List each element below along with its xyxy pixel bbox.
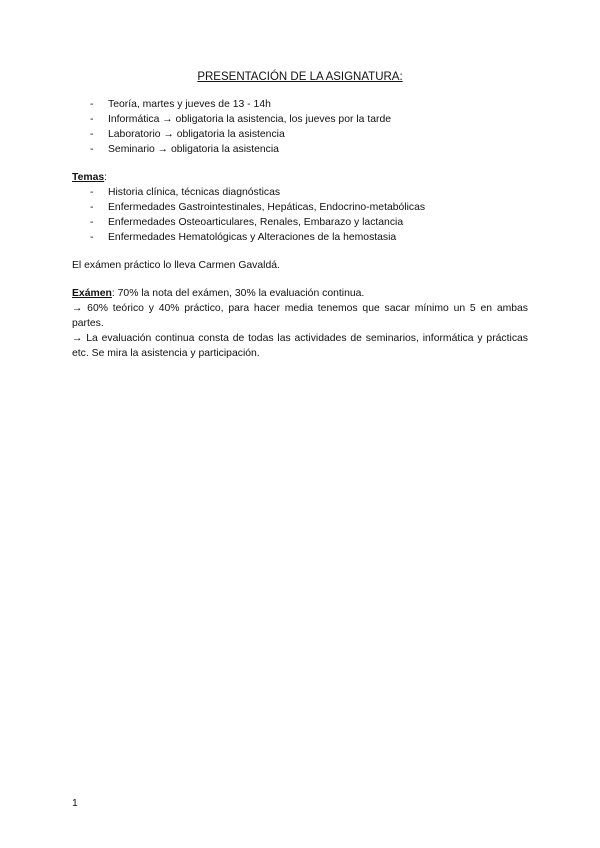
- page-number: 1: [72, 798, 78, 809]
- examen-section: [72, 286, 528, 361]
- list-item: [72, 230, 528, 245]
- dash-bullet: -: [90, 217, 94, 228]
- practical-note-section: [72, 258, 528, 273]
- list-item: [72, 97, 528, 112]
- list-item-text: Teoría, martes y jueves de 13 - 14h: [108, 99, 271, 110]
- list-item-text: Enfermedades Osteoarticulares, Renales, Embarazo y lactancia: [108, 217, 404, 228]
- dash-bullet: -: [90, 232, 94, 243]
- list-item-text: Enfermedades Hematológicas y Alteraciones de la hemostasia: [108, 232, 397, 243]
- dash-bullet: -: [90, 144, 94, 155]
- practical-note: El exámen práctico lo lleva Carmen Gavaldá.: [72, 260, 280, 271]
- dash-bullet: -: [90, 187, 94, 198]
- temas-list: [72, 185, 528, 245]
- list-item: [72, 142, 528, 157]
- list-item-text: Informática → obligatoria la asistencia, los jueves por la tarde: [108, 114, 391, 125]
- list-item-text: Seminario → obligatoria la asistencia: [108, 144, 279, 155]
- temas-colon: :: [104, 172, 108, 183]
- examen-label: Exámen: [72, 288, 112, 299]
- examen-line-3: → La evaluación continua consta de todas las actividades de seminarios, informática y prácticas etc. Se mira la asistencia y participación.: [72, 333, 528, 359]
- dash-bullet: -: [90, 129, 94, 140]
- list-item-text: Historia clínica, técnicas diagnósticas: [108, 187, 281, 198]
- document-page: [72, 70, 528, 361]
- temas-section: [72, 170, 528, 245]
- examen-line-2: → 60% teórico y 40% práctico, para hacer media tenemos que sacar mínimo un 5 en ambas partes.: [72, 303, 528, 329]
- list-item-text: Enfermedades Gastrointestinales, Hepáticas, Endocrino-metabólicas: [108, 202, 426, 213]
- temas-heading: [72, 170, 528, 185]
- document-title: PRESENTACIÓN DE LA ASIGNATURA:: [197, 71, 403, 83]
- list-item: [72, 215, 528, 230]
- dash-bullet: -: [90, 202, 94, 213]
- dash-bullet: -: [90, 114, 94, 125]
- list-item: [72, 127, 528, 142]
- examen-line-1: [72, 286, 528, 301]
- dash-bullet: -: [90, 99, 94, 110]
- list-item: [72, 185, 528, 200]
- examen-text: : 70% la nota del exámen, 30% la evaluación continua.: [111, 288, 365, 299]
- list-item: [72, 200, 528, 215]
- list-item: [72, 112, 528, 127]
- temas-label: Temas: [72, 172, 105, 183]
- list-item-text: Laboratorio → obligatoria la asistencia: [108, 129, 285, 140]
- schedule-list: [72, 97, 528, 157]
